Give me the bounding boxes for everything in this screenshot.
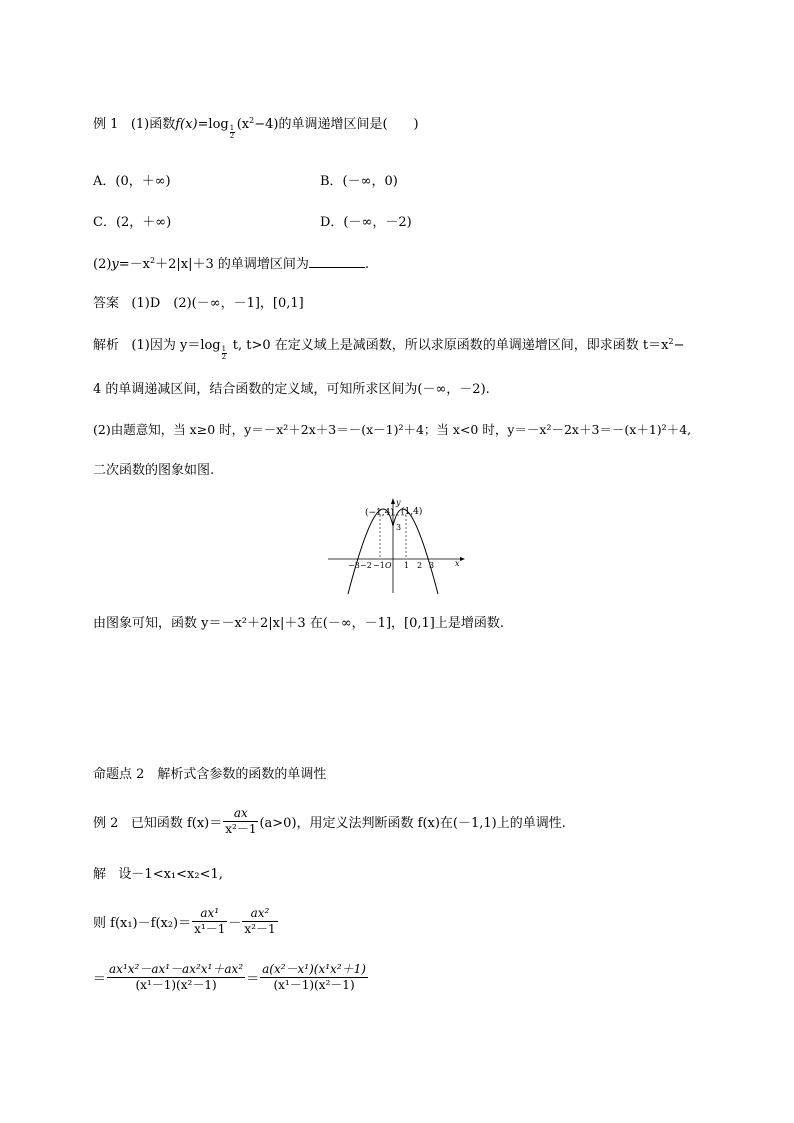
section-title: 命题点 2 解析式含参数的函数的单调性: [93, 767, 327, 782]
option-a: A．(0，＋∞): [93, 174, 171, 189]
point-left-label: (−1,4): [365, 508, 394, 518]
solution-line-1: 解 设－1<x₁<x₂<1,: [93, 867, 223, 882]
question-2: $(2)y=-x^2+2|x|+3$ 的单调增区间为 .: [93, 256, 370, 272]
example-2-question: 例 2 已知函数 f(x)＝ $\frac{ax}{\text{x²－1}}$ (a>0)，用定义法判断函数 f(x)在(－1,1)上的单调性.: [93, 806, 566, 836]
analysis-line-1: 解析 (1)因为 y＝log $\frac{1}{2}$ t, t>0 在定义域上是减函数，所以求原函数的单调递增区间，即求函数 $t=x^2-$: [93, 337, 685, 361]
solution-line-2: 则 f(x₁)－f(x₂)＝ $\frac{\text{ax¹}}{\text{x¹－1}}$ － $\frac{\text{ax²}}{\text{x²－1}}$: [93, 906, 276, 936]
option-d: D．(－∞，－2): [320, 215, 412, 230]
parabola-graph: [325, 495, 470, 595]
y-axis-label: y: [396, 498, 401, 507]
analysis-line-5: 由图象可知，函数 y＝－x²＋2|x|＋3 在(－∞，－1]，[0,1]上是增函数.: [93, 616, 504, 631]
option-b: B．(－∞，0): [320, 174, 398, 189]
x-tick: −3: [348, 561, 360, 570]
fraction: $\frac{\text{ax²}}{\text{x²－1}}$: [244, 906, 276, 936]
analysis-line-4: 二次函数的图象如图.: [93, 463, 215, 478]
example-label: 例 2: [93, 816, 119, 831]
answer: 答案 (1)D (2)(－∞，－1]，[0,1]: [93, 296, 304, 311]
origin-label: O: [385, 561, 392, 570]
fraction: $\frac{ax}{\text{x²－1}}$: [225, 806, 257, 836]
analysis-line-2: 4 的单调递减区间，结合函数的定义域，可知所求区间为(－∞，－2).: [93, 382, 490, 397]
point-right-label: (1,4): [401, 507, 423, 517]
option-c: C．(2，＋∞): [93, 215, 172, 230]
fraction: $\frac{\text{ax¹}}{\text{x¹－1}}$: [194, 906, 226, 936]
x-axis-label: x: [455, 559, 460, 568]
analysis-label: 解析: [93, 338, 120, 353]
x-tick: 2: [417, 561, 423, 570]
example-label: 例 1: [93, 117, 119, 132]
solution-label: 解: [93, 867, 107, 882]
answer-blank: [309, 255, 365, 268]
x-tick: −1: [373, 561, 385, 570]
y-tick-3: 3: [396, 523, 402, 532]
x-tick: 1: [404, 561, 410, 570]
analysis-line-3: (2)由题意知，当 x≥0 时，y＝－x²＋2x＋3＝－(x－1)²＋4；当 x<0 时，y＝－x²－2x＋3＝－(x＋1)²＋4,: [93, 422, 692, 437]
log-base: $\frac{1}{2}$: [229, 124, 235, 140]
x-tick: 3: [429, 561, 435, 570]
example-1-question: 例 1 (1)函数f(x)=log $\frac{1}{2}$ $(x^2-4)$的单调递增区间是( ): [93, 116, 419, 140]
fraction: $\frac{\text{a(x²－x¹)(x¹x²＋1)}}{\text{(x¹－1)(x²－1)}}$: [262, 962, 366, 992]
solution-line-3: ＝ $\frac{\text{ax¹x²－ax¹－ax²x¹＋ax²}}{\text{(x¹－1)(x²－1)}}$ ＝ $\frac{\text{a(x²－x¹)(x¹x²＋1)}}{\text{(x¹－1)(x²－1)}}$: [93, 962, 366, 992]
answer-label: 答案: [93, 296, 120, 311]
x-tick: −2: [360, 561, 372, 570]
fraction: $\frac{\text{ax¹x²－ax¹－ax²x¹＋ax²}}{\text{(x¹－1)(x²－1)}}$: [109, 962, 244, 992]
